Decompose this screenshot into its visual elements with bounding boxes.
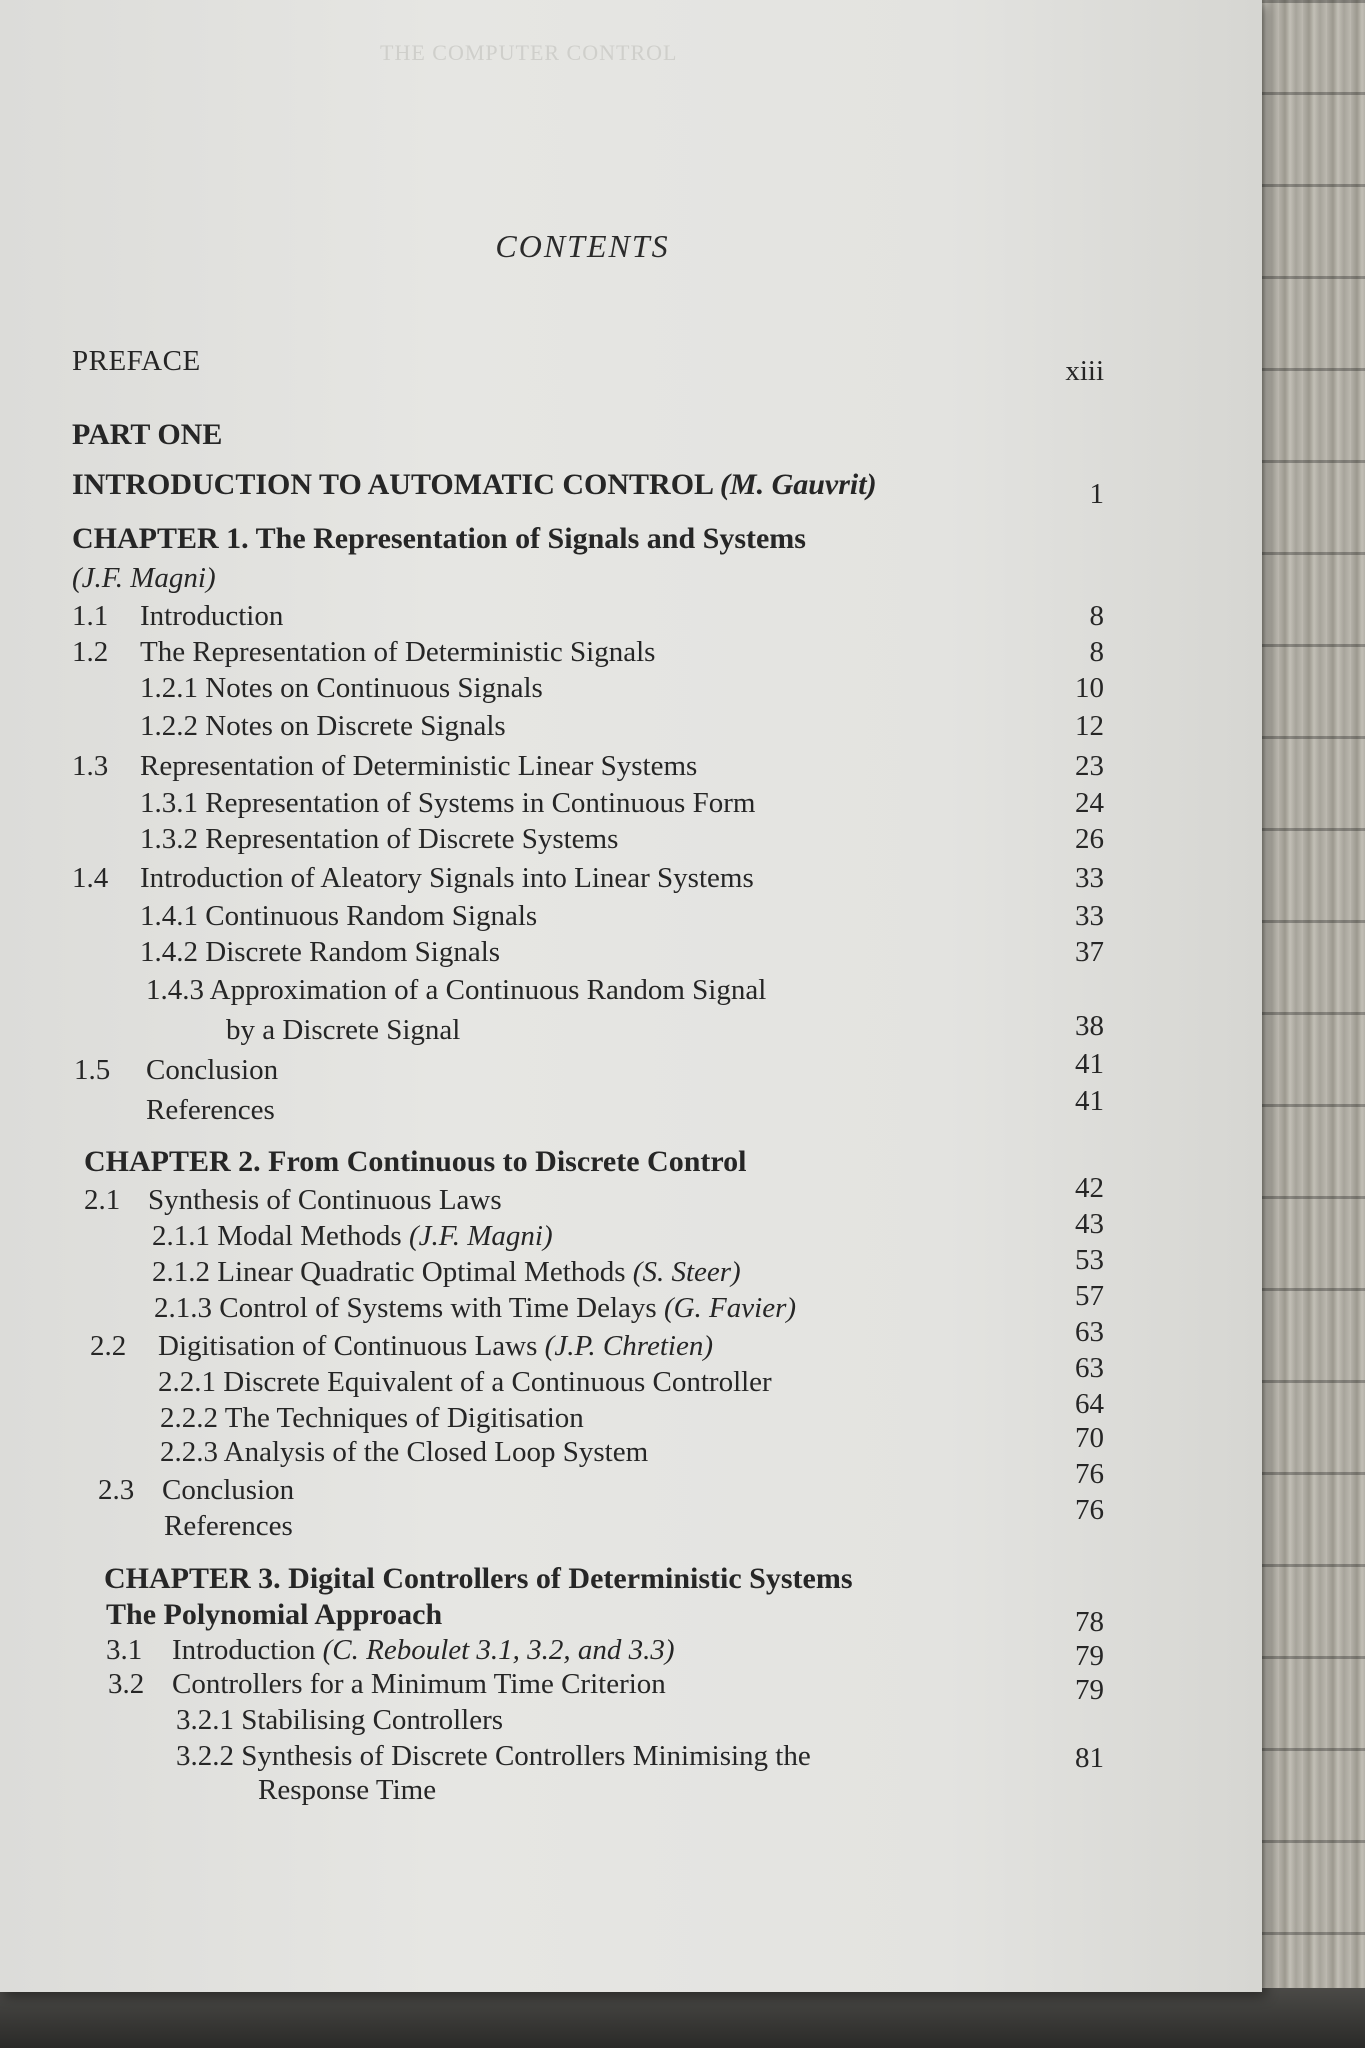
toc-entry bbox=[0, 468, 1104, 510]
page-number: 81 bbox=[1075, 1742, 1104, 1774]
entry-title: Introduction (C. Reboulet 3.1, 3.2, and 3.3) bbox=[172, 1634, 675, 1666]
entry-title: Synthesis of Continuous Laws bbox=[148, 1184, 502, 1216]
toc-entry bbox=[0, 1562, 1100, 1598]
page-number: 63 bbox=[1075, 1316, 1104, 1348]
entry-title: (J.F. Magni) bbox=[72, 562, 216, 594]
page-number: 38 bbox=[1075, 1010, 1104, 1042]
entry-author: (J.P. Chretien) bbox=[544, 1330, 713, 1362]
page-number: 8 bbox=[1089, 636, 1104, 668]
toc-entry bbox=[0, 1010, 1104, 1050]
page-number: 63 bbox=[1075, 1352, 1104, 1384]
page-number: 23 bbox=[1075, 750, 1104, 782]
toc-entry bbox=[0, 1244, 1104, 1292]
page-number: 53 bbox=[1075, 1244, 1104, 1276]
toc-entry bbox=[0, 787, 1104, 823]
toc-entry bbox=[0, 562, 1100, 598]
entry-title: 1.3.1 Representation of Systems in Continuous Form bbox=[140, 787, 756, 819]
entry-author: (C. Reboulet 3.1, 3.2, and 3.3) bbox=[322, 1634, 675, 1666]
entry-title: 1.2.2 Notes on Discrete Signals bbox=[140, 710, 506, 742]
entry-title: 1.2.1 Notes on Continuous Signals bbox=[140, 672, 543, 704]
entry-title: INTRODUCTION TO AUTOMATIC CONTROL (M. Gauvrit) bbox=[72, 468, 877, 501]
section-number: 3.2 bbox=[108, 1668, 145, 1700]
entry-title: 2.1.1 Modal Methods (J.F. Magni) bbox=[152, 1220, 553, 1252]
page-number: 24 bbox=[1075, 787, 1104, 819]
entry-title: References bbox=[146, 1094, 275, 1126]
entry-author: (G. Favier) bbox=[663, 1292, 797, 1324]
entry-title: The Representation of Deterministic Signals bbox=[140, 636, 656, 668]
entry-title: CHAPTER 1. The Representation of Signals and Systems bbox=[72, 522, 806, 555]
section-number: 3.1 bbox=[106, 1634, 143, 1666]
entry-title: 2.2.2 The Techniques of Digitisation bbox=[160, 1402, 584, 1434]
page-number: 41 bbox=[1075, 1048, 1104, 1080]
section-number: 2.2 bbox=[90, 1330, 127, 1362]
toc-entry bbox=[0, 1598, 1100, 1634]
page-number: 37 bbox=[1075, 936, 1104, 968]
show-through-text: THE COMPUTER CONTROL bbox=[380, 40, 678, 65]
toc-entry bbox=[0, 1458, 1104, 1510]
toc-entry bbox=[0, 862, 1104, 898]
page-number: 78 bbox=[1075, 1606, 1104, 1638]
page-number: 57 bbox=[1075, 1280, 1104, 1312]
section-number: 1.2 bbox=[72, 636, 109, 668]
section-number: 2.1 bbox=[84, 1184, 121, 1216]
toc-entry bbox=[0, 710, 1104, 746]
entry-title: Controllers for a Minimum Time Criterion bbox=[172, 1668, 666, 1700]
entry-title: 1.4.3 Approximation of a Continuous Random Signal bbox=[146, 974, 767, 1006]
entry-author: (M. Gauvrit) bbox=[719, 468, 877, 501]
toc-entry bbox=[0, 636, 1104, 672]
page-number: 41 bbox=[1075, 1085, 1104, 1117]
toc-entry bbox=[0, 672, 1104, 708]
toc-entry bbox=[0, 418, 1100, 454]
bottom-shadow bbox=[0, 1988, 1365, 2048]
toc-entry bbox=[0, 1740, 1100, 1776]
page-number: 76 bbox=[1075, 1494, 1104, 1526]
entry-title: 2.1.2 Linear Quadratic Optimal Methods (S. Steer) bbox=[152, 1256, 741, 1288]
entry-title: Conclusion bbox=[146, 1054, 279, 1086]
page-number: 70 bbox=[1075, 1422, 1104, 1454]
entry-title: CHAPTER 3. Digital Controllers of Deterministic Systems bbox=[104, 1562, 853, 1595]
section-number: 1.4 bbox=[72, 862, 109, 894]
section-number: 1.3 bbox=[72, 750, 109, 782]
toc-entry bbox=[0, 1352, 1104, 1402]
entry-title: 3.2.2 Synthesis of Discrete Controllers Minimising the bbox=[176, 1740, 811, 1772]
contents-title: CONTENTS bbox=[495, 228, 670, 264]
entry-title: Response Time bbox=[258, 1774, 437, 1806]
wood-background bbox=[1255, 0, 1365, 2048]
entry-title: 3.2.1 Stabilising Controllers bbox=[176, 1704, 504, 1736]
entry-title: CHAPTER 2. From Continuous to Discrete Control bbox=[84, 1145, 747, 1178]
entry-title: Digitisation of Continuous Laws (J.P. Chretien) bbox=[158, 1330, 713, 1362]
entry-title: References bbox=[164, 1510, 293, 1542]
toc-entry bbox=[0, 936, 1104, 972]
toc-entry bbox=[0, 1172, 1104, 1220]
toc-entry bbox=[0, 1494, 1104, 1546]
toc-entry bbox=[0, 1422, 1104, 1472]
section-number: 1.5 bbox=[74, 1054, 111, 1086]
entry-title: 1.4.1 Continuous Random Signals bbox=[140, 900, 538, 932]
section-number: 1.1 bbox=[72, 600, 109, 632]
page-number: xiii bbox=[1065, 355, 1104, 387]
page-number: 79 bbox=[1075, 1674, 1104, 1706]
entry-title: Introduction bbox=[140, 600, 284, 632]
toc-entry bbox=[0, 1085, 1104, 1130]
page-number: 64 bbox=[1075, 1388, 1104, 1420]
entry-title: 1.3.2 Representation of Discrete Systems bbox=[140, 823, 619, 855]
toc-entry bbox=[0, 750, 1104, 786]
entry-title: Conclusion bbox=[162, 1474, 295, 1506]
page-number: 10 bbox=[1075, 672, 1104, 704]
toc-entry bbox=[0, 1208, 1104, 1256]
toc-entry bbox=[0, 823, 1104, 859]
section-number: 2.3 bbox=[98, 1474, 135, 1506]
entry-title: 2.2.3 Analysis of the Closed Loop System bbox=[160, 1436, 649, 1468]
toc-entry bbox=[0, 1048, 1104, 1090]
toc-entry bbox=[0, 522, 1100, 558]
toc-entry bbox=[0, 1316, 1104, 1366]
toc-entry bbox=[0, 900, 1104, 936]
page-number: 12 bbox=[1075, 710, 1104, 742]
entry-title: PART ONE bbox=[72, 418, 223, 451]
entry-author: (S. Steer) bbox=[632, 1256, 741, 1288]
entry-title: 2.1.3 Control of Systems with Time Delays (G. Favier) bbox=[154, 1292, 797, 1324]
page-number: 79 bbox=[1075, 1640, 1104, 1672]
entry-author: (J.F. Magni) bbox=[408, 1220, 553, 1252]
entry-title: Representation of Deterministic Linear Systems bbox=[140, 750, 698, 782]
entry-title: PREFACE bbox=[72, 345, 201, 377]
page-number: 42 bbox=[1075, 1172, 1104, 1204]
page-number: 76 bbox=[1075, 1458, 1104, 1490]
toc-entry bbox=[0, 1145, 1100, 1181]
entry-title: Introduction of Aleatory Signals into Linear Systems bbox=[140, 862, 754, 894]
page-number: 1 bbox=[1089, 478, 1104, 510]
page-number: 33 bbox=[1075, 862, 1104, 894]
entry-title: 1.4.2 Discrete Random Signals bbox=[140, 936, 501, 968]
page-number: 33 bbox=[1075, 900, 1104, 932]
toc-entry bbox=[0, 600, 1104, 636]
page-number: 26 bbox=[1075, 823, 1104, 855]
entry-title: The Polynomial Approach bbox=[106, 1598, 443, 1631]
entry-title: by a Discrete Signal bbox=[226, 1014, 461, 1046]
page-number: 43 bbox=[1075, 1208, 1104, 1240]
toc-entry bbox=[0, 345, 1104, 387]
page-number: 8 bbox=[1089, 600, 1104, 632]
toc-entry bbox=[0, 1280, 1104, 1328]
toc-entry bbox=[0, 974, 1100, 1010]
entry-title: 2.2.1 Discrete Equivalent of a Continuous Controller bbox=[158, 1366, 772, 1398]
